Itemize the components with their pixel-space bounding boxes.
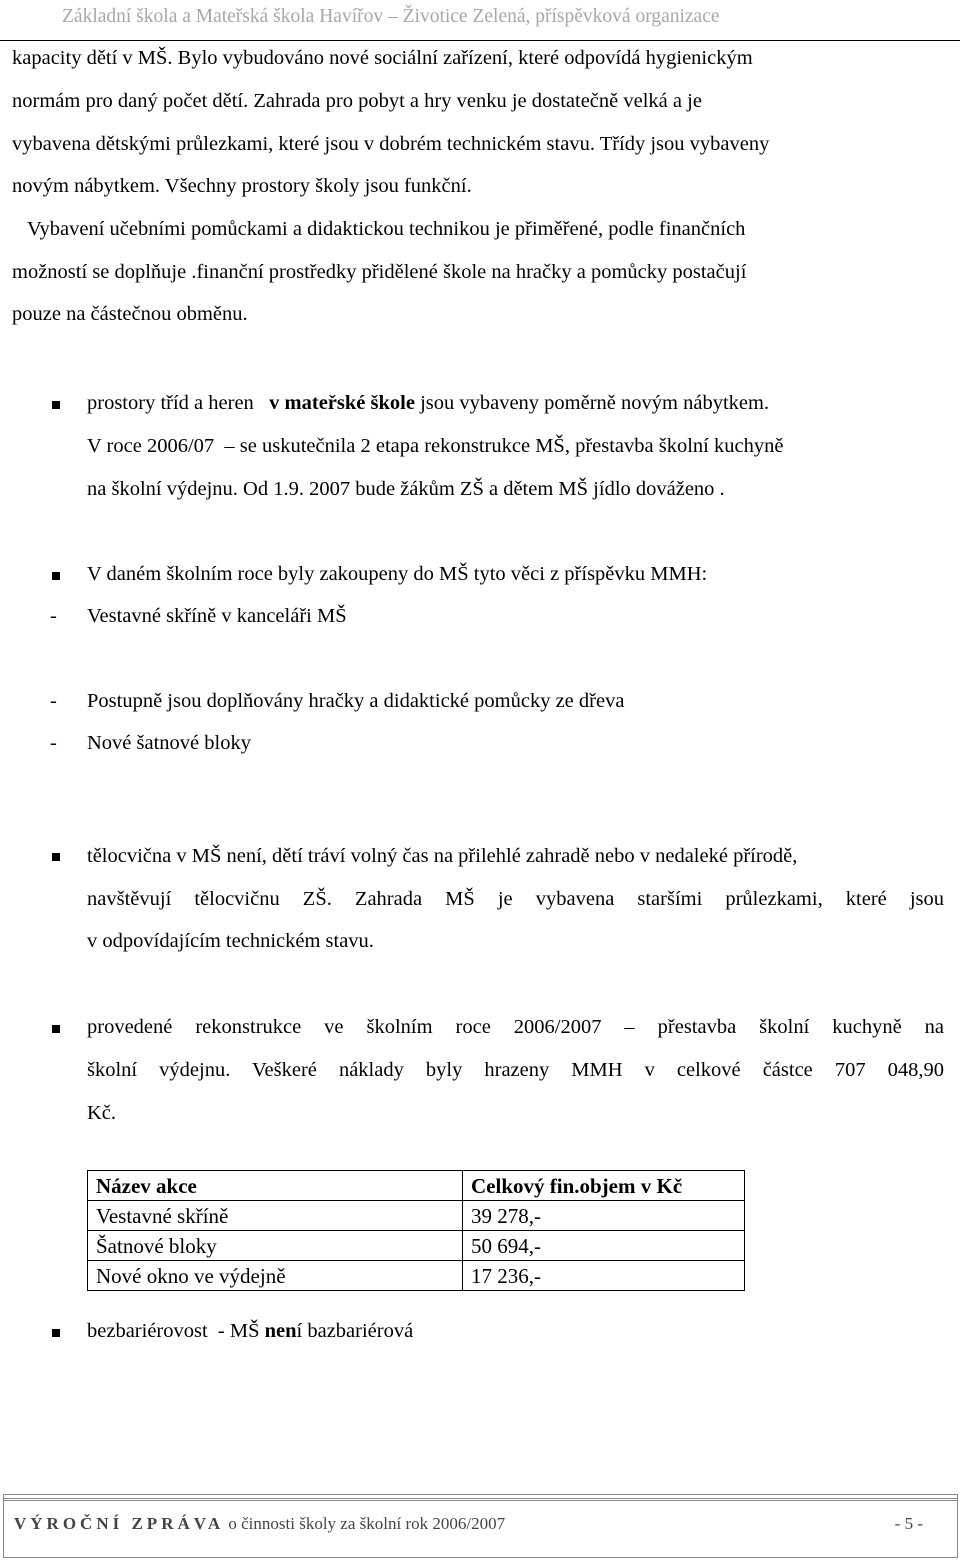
bullet-3-line-1: tělocvična v MŠ není, dětí tráví volný čas na přilehlé zahradě nebo v nedaleké přírodě,: [87, 845, 798, 867]
bullet-marker: [52, 1329, 60, 1337]
purchased-item: Nové šatnové bloky: [87, 732, 251, 754]
table-cell: 50 694,-: [463, 1231, 745, 1261]
page-header: [0, 0, 960, 41]
table-header-cell: Název akce: [88, 1171, 463, 1201]
footer-label: [14, 1514, 505, 1534]
bullet-1-line-2: V roce 2006/07 – se uskutečnila 2 etapa rekonstrukce MŠ, přestavba školní kuchyně: [87, 435, 784, 457]
bullet-3-line-3: v odpovídajícím technickém stavu.: [87, 930, 374, 952]
table-row: [88, 1261, 745, 1291]
dash-marker: -: [50, 732, 57, 754]
table-row: [88, 1231, 745, 1261]
bullet-1-text-end: jsou vybaveny poměrně novým nábytkem.: [414, 392, 770, 414]
table-cell: 17 236,-: [463, 1261, 745, 1291]
bullet-5-text-end: í bazbariérová: [296, 1320, 414, 1342]
header-title: Základní škola a Mateřská škola Havířov – Životice Zelená, příspěvková organizace: [62, 6, 720, 27]
intro-line: Vybavení učebními pomůckami a didaktickou technikou je přiměřené, podle finančních: [12, 218, 746, 240]
table-row: [88, 1201, 745, 1231]
footer-report-subtitle: o činnosti školy za školní rok 2006/2007: [224, 1514, 506, 1533]
purchased-item: Vestavné skříně v kanceláři MŠ: [87, 605, 347, 627]
table-cell: 39 278,-: [463, 1201, 745, 1231]
bullet-1-text: prostory tříd a heren: [87, 392, 270, 414]
table-cell: Šatnové bloky: [88, 1231, 463, 1261]
page-number: - 5 -: [894, 1514, 923, 1533]
table-cell: Vestavné skříně: [88, 1201, 463, 1231]
bullet-4-line-1: provedené rekonstrukce ve školním roce 2006/2007 – přestavba školní kuchyně na: [87, 1016, 944, 1038]
bullet-4-line-3: Kč.: [87, 1102, 117, 1124]
page-footer: [3, 1494, 958, 1558]
bullet-marker: [52, 853, 60, 861]
footer-report-title: VÝROČNÍ ZPRÁVA: [14, 1514, 225, 1533]
intro-line: možností se doplňuje .finanční prostředky přidělené škole na hračky a pomůcky postačují: [12, 261, 747, 283]
bullet-1-line-3: na školní výdejnu. Od 1.9. 2007 bude žákům ZŠ a dětem MŠ jídlo dováženo .: [87, 478, 725, 500]
table-header-cell: Celkový fin.objem v Kč: [463, 1171, 745, 1201]
intro-line: vybavena dětskými průlezkami, které jsou v dobrém technickém stavu. Třídy jsou vybaveny: [12, 133, 770, 155]
dash-marker: -: [50, 690, 57, 712]
bullet-marker: [52, 401, 60, 409]
bullet-1-line-1: [87, 392, 769, 415]
bullet-5-bold: nen: [264, 1320, 297, 1342]
intro-line: normám pro daný počet dětí. Zahrada pro pobyt a hry venku je dostatečně velká a je: [12, 90, 702, 112]
intro-line: kapacity dětí v MŠ. Bylo vybudováno nové sociální zařízení, které odpovídá hygienickým: [12, 47, 753, 69]
bullet-2-line-1: V daném školním roce byly zakoupeny do MŠ tyto věci z příspěvku MMH:: [87, 563, 708, 585]
intro-line: novým nábytkem. Všechny prostory školy jsou funkční.: [12, 175, 472, 197]
financial-table: [87, 1170, 745, 1291]
bullet-1-bold: v mateřské škole: [269, 392, 415, 414]
bullet-5-text: bezbariérovost - MŠ: [87, 1320, 265, 1342]
table-cell: Nové okno ve výdejně: [88, 1261, 463, 1291]
bullet-5-line-1: [87, 1320, 413, 1343]
bullet-marker: [52, 1025, 60, 1033]
bullet-marker: [52, 572, 60, 580]
bullet-3-line-2: navštěvují tělocvičnu ZŠ. Zahrada MŠ je vybavena staršími průlezkami, které jsou: [87, 888, 944, 910]
bullet-4-line-2: školní výdejnu. Veškeré náklady byly hrazeny MMH v celkové částce 707 048,90: [87, 1059, 944, 1081]
dash-marker: -: [50, 605, 57, 627]
intro-line: pouze na částečnou obměnu.: [12, 303, 248, 325]
table-header-row: [88, 1171, 745, 1201]
purchased-item: Postupně jsou doplňovány hračky a didaktické pomůcky ze dřeva: [87, 690, 625, 712]
